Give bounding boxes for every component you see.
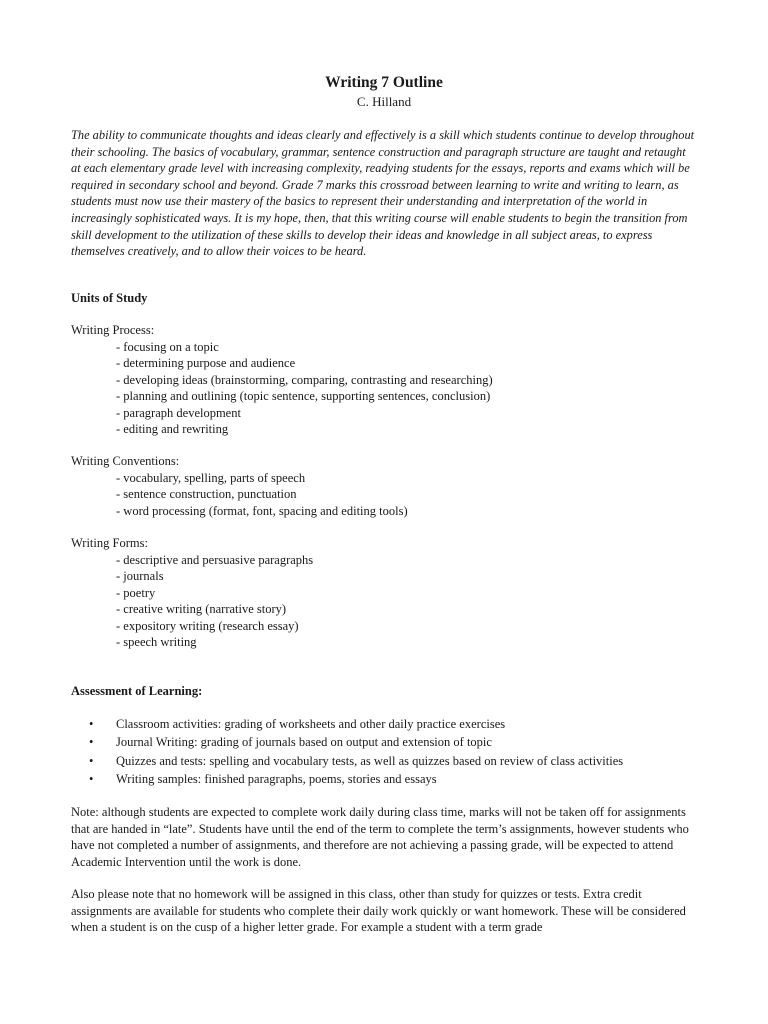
list-item: - focusing on a topic [116, 339, 493, 355]
assessment-item-text: Classroom activities: grading of worksheets and other daily practice exercises [116, 717, 506, 731]
list-item: - descriptive and persuasive paragraphs [116, 552, 313, 568]
document-title: Writing 7 Outline [325, 74, 443, 91]
list-item: - speech writing [116, 634, 313, 650]
writing-process-list [116, 339, 493, 437]
late-work-note: Note: although students are expected to complete work daily during class time, marks will not be taken off for assignments that are handed in “late”. Students have until the end of the term to complete the term’s assignments, however students who have not completed a number of assignments, and therefore are not achieving a passing grade, will be expected to attend Academic Intervention until the work is done. [71, 805, 689, 869]
list-item [89, 715, 623, 733]
list-item: - vocabulary, spelling, parts of speech [116, 470, 408, 486]
list-item: - planning and outlining (topic sentence, supporting sentences, conclusion) [116, 388, 493, 404]
writing-conventions-label: Writing Conventions: [71, 454, 180, 468]
list-item: - journals [116, 568, 313, 584]
list-item: - poetry [116, 585, 313, 601]
list-item: - developing ideas (brainstorming, comparing, contrasting and researching) [116, 372, 493, 388]
list-item: - sentence construction, punctuation [116, 486, 408, 502]
assessment-list [89, 715, 623, 788]
list-item [89, 752, 623, 770]
intro-paragraph: The ability to communicate thoughts and ideas clearly and effectively is a skill which students continue to develop throughout their schooling. The basics of vocabulary, grammar, sentence construction and paragraph structure are taught and retaught at each elementary grade level with increasing complexity, readying students for the essays, reports and exams which will be required in secondary school and beyond. Grade 7 marks this crossroad between learning to write and writing to learn, as students must now use their mastery of the basics to represent their understanding and interpretation of the world in increasingly sophisticated ways. It is my hope, then, that this writing course will enable students to begin the transition from skill development to the utilization of these skills to develop their ideas and knowledge in all subject areas, to express themselves creatively, and to allow their voices to be heard. [71, 128, 695, 259]
list-item: - editing and rewriting [116, 421, 493, 437]
assessment-heading: Assessment of Learning: [71, 684, 203, 698]
bullet-icon: • [89, 753, 94, 768]
assessment-item-text: Quizzes and tests: spelling and vocabulary tests, as well as quizzes based on review of class activities [116, 753, 624, 768]
list-item: - creative writing (narrative story) [116, 601, 313, 617]
assessment-item-text: Journal Writing: grading of journals based on output and extension of topic [116, 735, 492, 750]
writing-process-label: Writing Process: [71, 323, 155, 337]
bullet-icon: • [89, 735, 94, 750]
bullet-icon: • [89, 771, 94, 786]
list-item: - paragraph development [116, 405, 493, 421]
list-item [89, 770, 623, 788]
writing-forms-label: Writing Forms: [71, 536, 148, 550]
homework-note: Also please note that no homework will be assigned in this class, other than study for quizzes or tests. Extra credit assignments are available for students who complete their daily work quickly or want homework. These will be considered when a student is on the cusp of a higher letter grade. For example a student with a term grade [71, 887, 686, 935]
document-author: C. Hilland [356, 94, 412, 109]
list-item: - determining purpose and audience [116, 355, 493, 371]
list-item: - expository writing (research essay) [116, 618, 313, 634]
writing-forms-list [116, 552, 313, 650]
writing-conventions-list [116, 470, 408, 519]
bullet-icon: • [89, 717, 94, 731]
list-item [89, 733, 623, 751]
units-of-study-heading: Units of Study [71, 291, 148, 305]
list-item: - word processing (format, font, spacing and editing tools) [116, 503, 408, 519]
assessment-item-text: Writing samples: finished paragraphs, poems, stories and essays [116, 771, 437, 786]
